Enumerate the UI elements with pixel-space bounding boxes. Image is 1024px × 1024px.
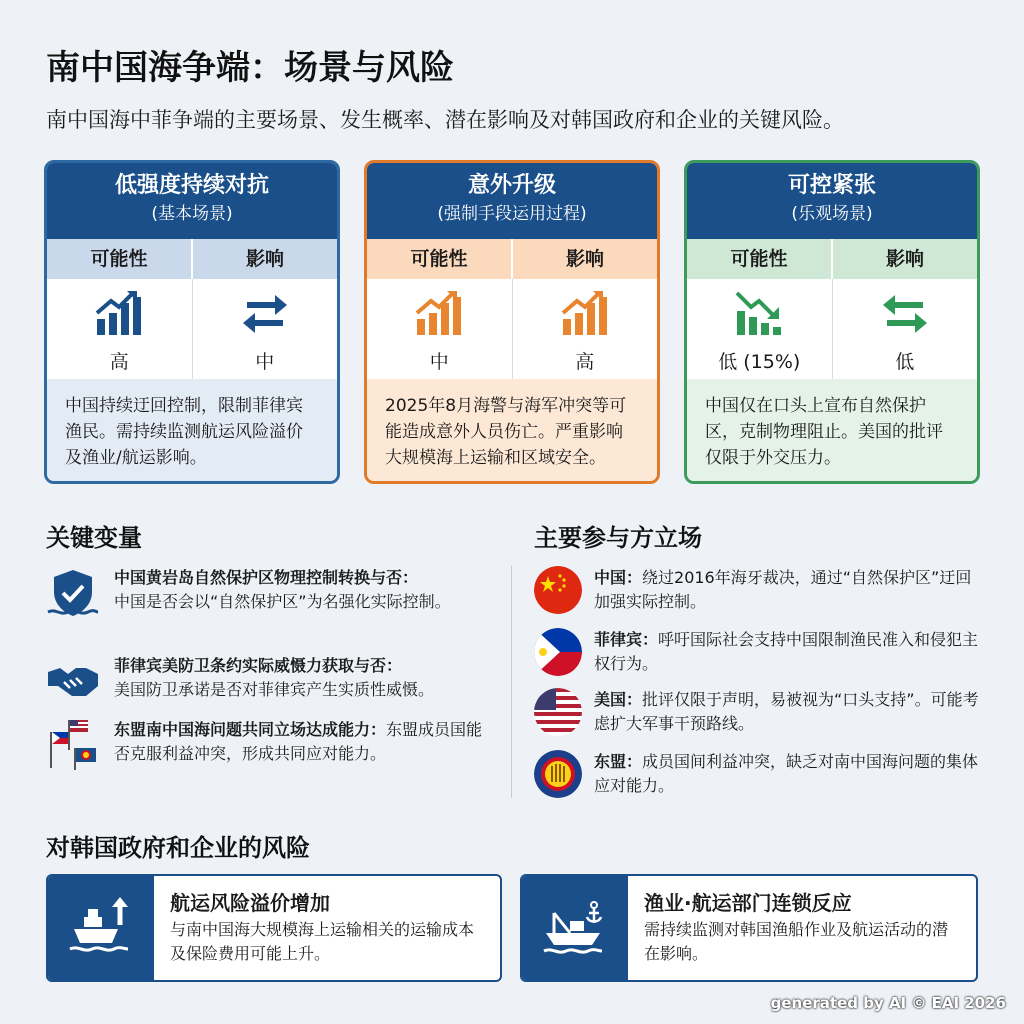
variable-body: 美国防卫承诺是否对菲律宾产生实质性威慑。: [114, 680, 435, 699]
impact-label: 影响: [833, 239, 977, 279]
probability-label: 可能性: [687, 239, 833, 279]
impact-value: 高: [575, 351, 595, 373]
risks-title: 对韩国政府和企业的风险: [46, 834, 310, 862]
flags-icon: [46, 718, 100, 772]
actor-item: [534, 566, 984, 614]
scenario-card-optimistic: [684, 160, 980, 484]
probability-value: 低 (15%): [718, 351, 801, 373]
risk-title: 渔业·航运部门连锁反应: [644, 891, 852, 915]
fishing-boat-icon: [540, 893, 610, 963]
actor-name: 美国：: [594, 690, 643, 709]
chart-up-icon: [413, 289, 465, 337]
bidirectional-arrows-icon: [879, 289, 931, 337]
impact-label: 影响: [513, 239, 657, 279]
risk-description: 与南中国海大规模海上运输相关的运输成本及保险费用可能上升。: [170, 920, 475, 963]
actor-name: 菲律宾：: [594, 630, 659, 649]
scenario-title: 低强度持续对抗: [114, 173, 269, 198]
impact-value: 低: [895, 351, 915, 373]
probability-label: 可能性: [47, 239, 193, 279]
key-variables-title: 关键变量: [46, 524, 142, 552]
scenario-description: 中国持续迂回控制，限制菲律宾渔民。需持续监测航运风险溢价及渔业/航运影响。: [47, 379, 337, 481]
variable-body: 东盟成员国能否克服利益冲突，形成共同应对能力。: [114, 720, 483, 763]
page-title: 南中国海争端：场景与风险: [46, 48, 454, 88]
variable-heading: 东盟南中国海问题共同立场达成能力：: [114, 720, 387, 739]
actor-name: 中国：: [594, 568, 643, 587]
actor-stance: 批评仅限于声明，易被视为“口头支持”。可能考虑扩大军事干预路线。: [594, 690, 979, 733]
actor-name: 东盟：: [594, 752, 643, 771]
chart-up-icon: [93, 289, 145, 337]
probability-value: 中: [429, 351, 449, 373]
scenario-subtitle: (乐观场景): [791, 204, 873, 224]
risk-title: 航运风险溢价增加: [170, 891, 330, 915]
handshake-icon: [46, 654, 100, 708]
scenario-header: [47, 163, 337, 239]
scenario-subtitle: (基本场景): [151, 204, 233, 224]
actors-title: 主要参与方立场: [534, 524, 702, 552]
cargo-ship-icon: [66, 893, 136, 963]
actor-stance: 呼吁国际社会支持中国限制渔民准入和侵犯主权行为。: [594, 630, 979, 673]
shield-check-icon: [46, 566, 100, 620]
actor-item: [534, 628, 984, 676]
risk-card-shipping: [46, 874, 502, 982]
bidirectional-arrows-icon: [239, 289, 291, 337]
variable-item: [46, 718, 490, 772]
impact-value: 中: [255, 351, 275, 373]
chart-down-icon: [733, 289, 785, 337]
scenario-card-escalation: [364, 160, 660, 484]
actor-item: [534, 688, 994, 736]
scenario-header: [367, 163, 657, 239]
variable-item: [46, 654, 496, 708]
impact-label: 影响: [193, 239, 337, 279]
actor-stance: 绕过2016年海牙裁决，通过“自然保护区”迂回加强实际控制。: [594, 568, 972, 611]
variable-heading: 中国黄岩岛自然保护区物理控制转换与否：: [114, 568, 419, 587]
scenario-description: 2025年8月海警与海军冲突等可能造成意外人员伤亡。严重影响大规模海上运输和区域安全。: [367, 379, 657, 481]
variable-body: 中国是否会以“自然保护区”为名强化实际控制。: [114, 592, 451, 611]
actor-stance: 成员国间利益冲突，缺乏对南中国海问题的集体应对能力。: [594, 752, 979, 795]
scenario-header: [687, 163, 977, 239]
chart-up-icon: [559, 289, 611, 337]
scenario-description: 中国仅在口头上宣布自然保护区，克制物理阻止。美国的批评仅限于外交压力。: [687, 379, 977, 481]
risk-card-fishery: [520, 874, 978, 982]
section-divider: [511, 566, 512, 798]
asean-emblem-icon: [534, 750, 582, 798]
usa-flag-icon: [534, 688, 582, 736]
footer-credit: generated by AI © EAI 2026: [770, 994, 1006, 1012]
scenario-title: 意外升级: [467, 173, 556, 198]
probability-label: 可能性: [367, 239, 513, 279]
philippines-flag-icon: [534, 628, 582, 676]
scenario-card-baseline: [44, 160, 340, 484]
actor-item: [534, 750, 984, 798]
probability-value: 高: [109, 351, 129, 373]
variable-heading: 菲律宾美防卫条约实际威慑力获取与否：: [114, 656, 403, 675]
scenario-title: 可控紧张: [787, 173, 876, 198]
variable-item: [46, 566, 486, 620]
risk-description: 需持续监测对韩国渔船作业及航运活动的潜在影响。: [644, 920, 949, 963]
china-flag-icon: [534, 566, 582, 614]
page-subtitle: 南中国海中菲争端的主要场景、发生概率、潜在影响及对韩国政府和企业的关键风险。: [46, 108, 844, 132]
scenario-subtitle: (强制手段运用过程): [437, 204, 587, 224]
